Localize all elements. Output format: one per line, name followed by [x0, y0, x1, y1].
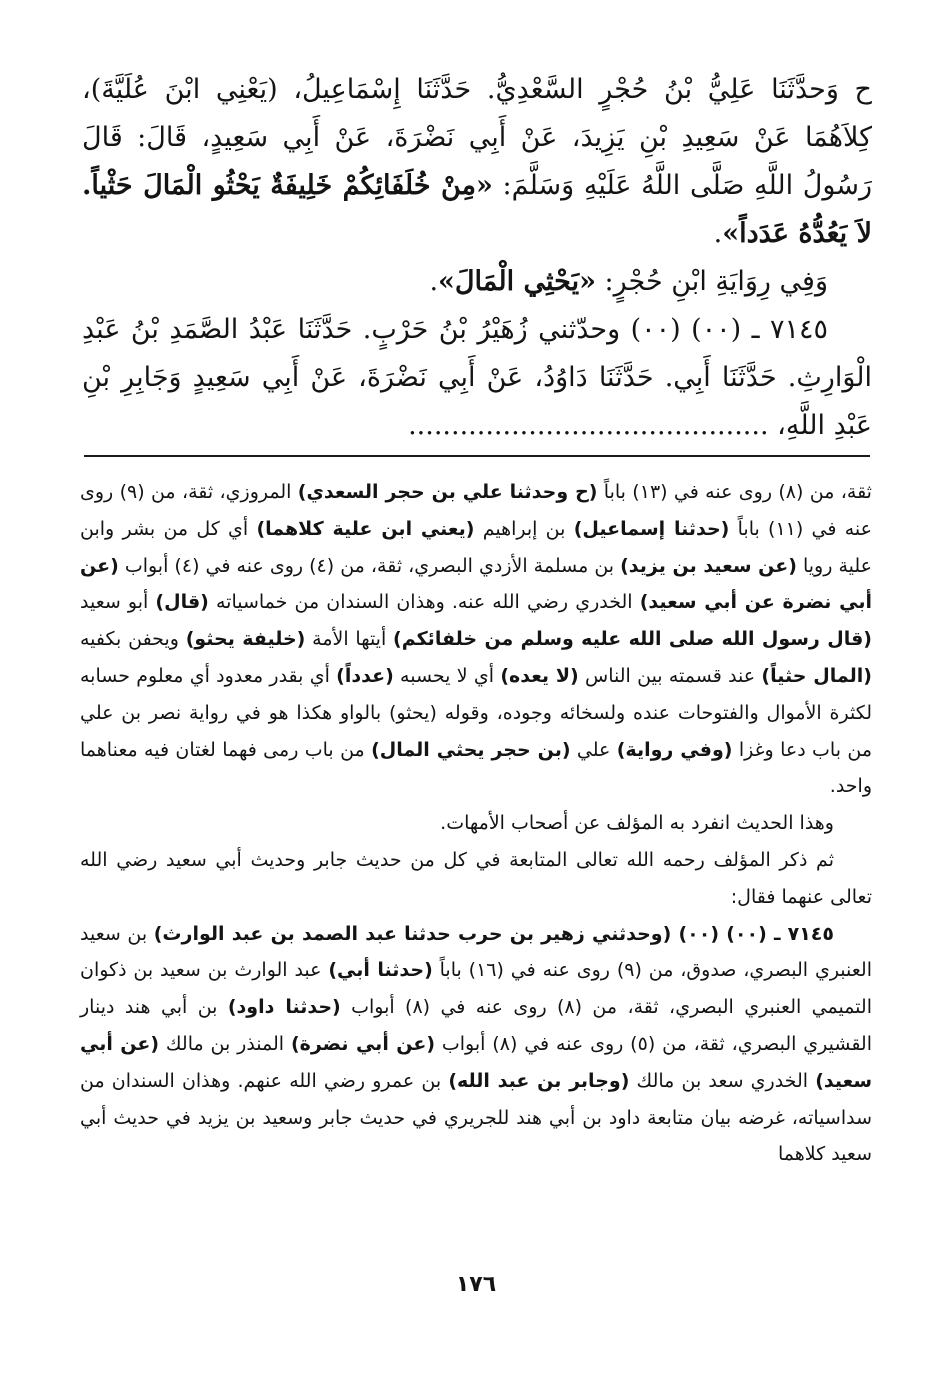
bold-segment: ٧١٤٥ ـ (٠٠) (٠٠)	[671, 922, 834, 945]
text-segment: ح وَحدَّثَنَا عَلِيُّ بْنُ حُجْرٍ السَّعْدِيُّ. حَدَّثَنَا إِسْمَاعِيلُ، (يَعْنِي ابْنَ عُلَيَّةَ)، كِلاَهُمَا عَنْ سَعِيدِ بْنِ يَزِيدَ، عَنْ أَبِي نَضْرَةَ، عَنْ أَبِي سَعِيدٍ، قَالَ: قَالَ رَسُولُ اللَّهِ صَلَّى اللَّهُ عَلَيْهِ وَسَلَّمَ:	[82, 74, 872, 201]
text-segment: ويحفن بكفيه	[80, 628, 186, 651]
text-segment: ٧١٤٥ ـ (٠٠) (٠٠) وحدّثني زُهَيْرُ بْنُ حَرْبٍ. حَدَّثَنَا عَبْدُ الصَّمَدِ بْنُ عَبْدِ الْوَارِثِ. حَدَّثَنَا أَبِي. حَدَّثَنَا دَاوُدُ، عَنْ أَبِي نَضْرَةَ، عَنْ أَبِي سَعِيدٍ وَجَابِرِ بْنِ عَبْدِ اللَّهِ، ..........................................	[82, 314, 872, 441]
bold-segment: (وجابر بن عبد الله)	[448, 1069, 630, 1092]
commentary-paragraph-1	[80, 474, 872, 805]
commentary-paragraph-2	[80, 805, 872, 842]
text-segment: أبو سعيد	[80, 591, 156, 614]
bold-segment: (قال)	[155, 591, 209, 614]
bold-segment: «مِنْ خُلَفَائِكُمْ خَلِيفَةٌ يَحْثُو الْمَالَ حَثْياً. لاَ يَعُدُّهُ عَدَداً»	[82, 170, 872, 249]
text-segment: المروزي، ثقة، من (٩) روى عنه في (١١) باباً	[80, 481, 872, 540]
bold-segment: (عن أبي نضرة)	[290, 1032, 436, 1055]
text-segment: وهذا الحديث انفرد به المؤلف عن أصحاب الأمهات.	[440, 812, 834, 835]
text-segment: بن إبراهيم	[474, 517, 574, 540]
bold-segment: (المال حثياً)	[761, 664, 872, 687]
text-segment: بن مسلمة الأزدي البصري، ثقة، من (٤) روى عنه في (٤) أبواب	[118, 554, 621, 577]
bold-segment: «يَحْثِي الْمَالَ»	[438, 266, 596, 297]
hadith-paragraph-1	[82, 66, 872, 258]
bold-segment: (يعني ابن علية كلاهما)	[256, 517, 475, 540]
bold-segment: (عن أبي سعيد)	[80, 1032, 873, 1092]
bold-segment: (وحدثني زهير بن حرب حدثنا عبد الصمد بن عبد الوارث)	[153, 922, 672, 945]
text-segment: عبد الوارث بن سعيد بن ذكوان التميمي العنبري البصري، ثقة، من (٨) روى عنه في (٨) أبواب	[80, 959, 872, 1019]
hadith-paragraph-3	[82, 306, 872, 450]
commentary-paragraph-3	[80, 842, 872, 916]
text-segment: ثم ذكر المؤلف رحمه الله تعالى المتابعة في كل من حديث جابر وحديث أبي سعيد رضي الله تعالى عنهما فقال:	[80, 848, 872, 908]
bold-segment: (حدثنا داود)	[227, 996, 341, 1019]
text-segment: الخدري رضي الله عنه. وهذان السندان من خماسياته	[208, 591, 640, 614]
bold-segment: (عدداً)	[336, 664, 394, 687]
text-segment: أيتها الأمة	[305, 628, 394, 651]
text-segment: بن عمرو رضي الله عنهم. وهذان السندان من سداسياته، غرضه بيان متابعة داود بن أبي هند للجريري في حديث جابر وسعيد بن يزيد في حديث أبي سعيد كلاهما	[80, 1069, 872, 1166]
text-segment: .	[713, 218, 723, 249]
bold-segment: (حدثنا أبي)	[328, 959, 433, 982]
text-segment: ثقة، من (٨) روى عنه في (١٣) باباً	[597, 481, 872, 503]
text-segment: الخدري سعد بن مالك	[629, 1069, 816, 1092]
bold-segment: (عن سعيد بن يزيد)	[620, 554, 797, 577]
text-segment: بن أبي هند دينار القشيري البصري، ثقة، من (٥) روى عنه في (٨) أبواب	[80, 996, 872, 1055]
commentary-paragraph-4	[80, 916, 872, 1174]
bold-segment: (بن حجر يحثي المال)	[371, 738, 571, 761]
text-segment: أي لا يحسبه	[393, 664, 501, 687]
text-segment: .	[429, 266, 439, 297]
commentary-text	[80, 474, 872, 1173]
hadith-text	[82, 66, 872, 450]
bold-segment: (ح وحدثنا علي بن حجر السعدي)	[297, 481, 598, 503]
hadith-paragraph-2	[82, 258, 872, 306]
text-segment: المنذر بن مالك	[159, 1032, 291, 1055]
text-segment: من باب رمى فهما لغتان فيه معناهما واحد.	[80, 738, 872, 798]
text-segment: عند قسمته بين الناس	[578, 664, 762, 687]
text-segment: أي كل من بشر وابن علية رويا	[80, 517, 872, 577]
bold-segment: (خليفة يحثو)	[185, 628, 306, 651]
text-segment: وَفِي رِوَايَةِ ابْنِ حُجْرٍ:	[595, 266, 828, 297]
text-segment: أي بقدر معدود أي معلوم حسابه لكثرة الأموال والفتوحات عنده ولسخائه وجوده، وقوله (يحثو) بالواو هكذا هو في رواية نصر بن علي من باب دعا وغزا	[80, 664, 872, 761]
bold-segment: (حدثنا إسماعيل)	[573, 517, 730, 540]
separator-rule	[84, 455, 870, 457]
bold-segment: (قال رسول الله صلى الله عليه وسلم من خلفائكم)	[393, 628, 872, 651]
bold-segment: (وفي رواية)	[616, 738, 733, 761]
bold-segment: (لا يعده)	[500, 664, 579, 687]
text-segment: علي	[570, 738, 617, 761]
page-number: ١٧٦	[455, 1272, 497, 1297]
bold-segment: (عن أبي نضرة عن أبي سعيد)	[80, 554, 872, 614]
text-segment: بن سعيد العنبري البصري، صدوق، من (٩) روى عنه في (١٦) باباً	[80, 922, 872, 982]
